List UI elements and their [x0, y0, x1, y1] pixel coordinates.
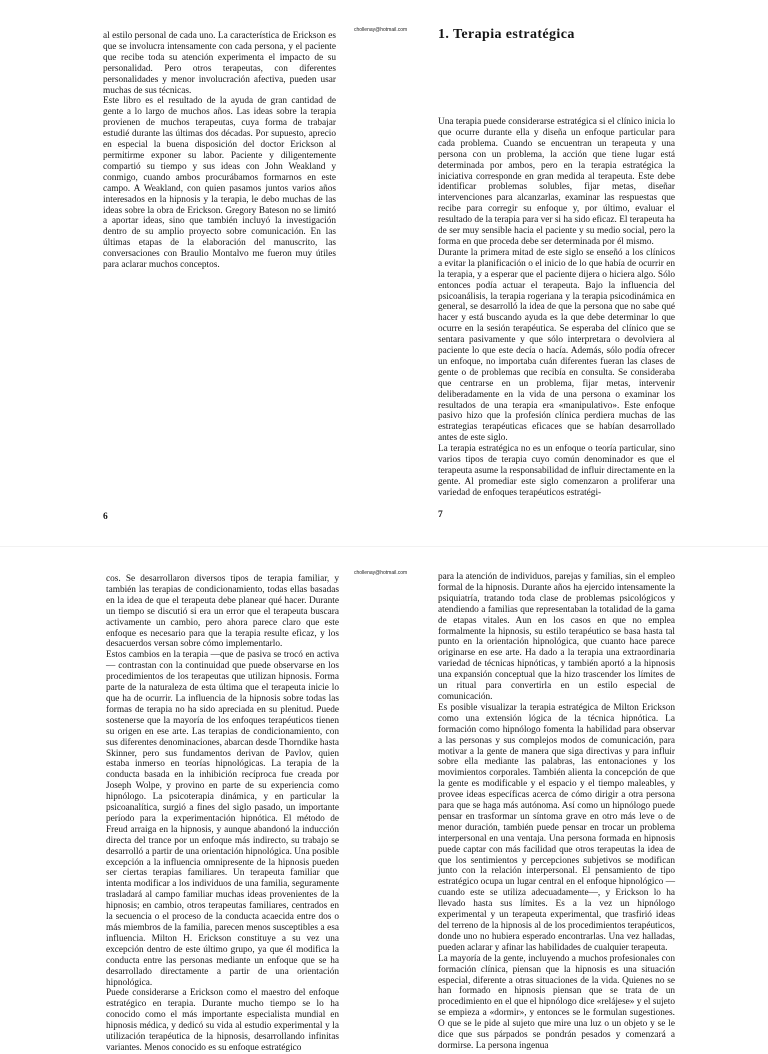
paragraph: La terapia estratégica no es un enfoque o teoría particular, sino varios tipos de terapia cuyo común denominador es que el terapeuta asume la responsabilidad de influir directamente en la gente. Al promediar este siglo comenzaron a proliferar una variedad de enfoques terapéuticos estratégi- — [438, 444, 675, 498]
page-8-text — [106, 574, 339, 1053]
paragraph: Es posible visualizar la terapia estratégica de Milton Erickson como una extensión lógica de la técnica hipnótica. La formación como hipnólogo fomenta la habilidad para observar a las personas y sus complejos modos de comunicación, para motivar a la gente de manera que siga directivas y para influir sobre ella mediante las palabras, las entonaciones y los movimientos corporales. También alienta la concepción de que la gente es modificable y el espacio y el tiempo maleables, y provee ideas específicas acerca de cómo dirigir a otra persona para que se haga más autónoma. Así como un hipnólogo puede pensar en trasformar un síntoma grave en otro más leve o de menor duración, también puede pensar en trocar un problema interpersonal en una ventaja. Una persona formada en hipnosis puede captar con más facilidad que otros terapeutas la idea de que los sentimientos y percepciones subjetivos se modifican junto con la relación interpersonal. El pensamiento de tipo estratégico ocupa un lugar central en el enfoque hipnológico —cuando este se utiliza adecuadamente—, y Erickson lo ha llevado hasta sus límites. Es a la vez un hipnólogo experimental y un terapeuta experimental, que trasfirió ideas del terreno de la hipnosis al de los procedimientos terapéuticos, donde uno no hubiera esperado encontrarlas. Una vez halladas, pueden aclarar y afinar las habilidades de cualquier terapeuta. — [438, 702, 675, 953]
paragraph: Una terapia puede considerarse estratégica si el clínico inicia lo que ocurre durante ella y diseña un enfoque particular para cada problema. Cuando se encuentran un terapeuta y una persona con un problema, la acción que tiene lugar está determinada por ambos, pero en la terapia estratégica la iniciativa corresponde en gran medida al terapeuta. Este debe identificar problemas solubles, fijar metas, diseñar intervenciones para alcanzarlas, examinar las respuestas que recibe para corregir su enfoque y, por último, evaluar el resultado de la terapia para ver si ha sido eficaz. El terapeuta ha de ser muy sensible hacia el paciente y su medio social, pero la forma en que proceda debe ser determinada por él mismo. — [438, 117, 675, 247]
paragraph: Estos cambios en la terapia —que de pasiva se trocó en activa— contrastan con la continuidad que puede observarse en los procedimientos de los terapeutas que utilizan hipnosis. Forma parte de la naturaleza de esta última que el terapeuta inicie lo que ha de ocurrir. La influencia de la hipnosis sobre todas las formas de terapia no ha sido apreciada en su plenitud. Puede sostenerse que la mayoría de los enfoques terapéuticos tienen su origen en ese arte. Las terapias de condicionamiento, con sus diferentes denominaciones, abarcan desde Thorndike hasta Skinner, pero sus fundamentos derivan de Pavlov, quien estaba inmerso en teorías hipnológicas. La terapia de la conducta basada en la inhibición recíproca fue creada por Joseph Wolpe, y provino en parte de su experiencia como hipnólogo. La psicoterapia dinámica, y en particular la psicoanalítica, surgió a fines del siglo pasado, un importante período para la experimentación hipnótica. El método de Freud arraiga en la hipnosis, y aunque abandonó la inducción directa del trance por un enfoque más indirecto, su trabajo se desarrolló a partir de una orientación hipnológica. Una posible excepción a la influencia omnipresente de la hipnosis pueden ser ciertas terapias familiares. Un terapeuta familiar que intenta modificar a los individuos de una familia, seguramente trasladará al campo familiar muchas ideas provenientes de la hipnosis; en cambio, otros terapeutas familiares, centrados en la secuencia o el proceso de la conducta acaecida entre dos o más miembros de la familia, parecen menos susceptibles a esa influencia. Milton H. Erickson constituye a su vez una excepción dentro de este último grupo, ya que él modifica la conducta entre las personas mediante un enfoque que se ha desarrollado directamente a partir de una orientación hipnológica. — [106, 650, 339, 988]
paragraph: Puede considerarse a Erickson como el maestro del enfoque estratégico en terapia. Durante mucho tiempo se lo ha conocido como el más importante especialista mundial en hipnosis médica, y dedicó su vida al estudio experimental y la utilización terapéutica de la hipnosis, desarrollando infinitas variantes. Menos conocido es su enfoque estratégico — [106, 988, 339, 1053]
page-number-6: 6 — [103, 512, 108, 522]
paragraph: al estilo personal de cada uno. La característica de Erickson es que se involucra intensamente con cada persona, y el paciente que recibe toda su atención experimenta el impacto de su personalidad. Pero otros terapeutas, con diferentes personalidades y menor involucración afectiva, pueden usar muchas de sus técnicas. — [103, 31, 336, 96]
paragraph: cos. Se desarrollaron diversos tipos de terapia familiar, y también las terapias de condicionamiento, todas ellas basadas en la idea de que el terapeuta debe planear qué hacer. Durante un tiempo se discutió si era un error que el terapeuta buscara activamente un cambio, pero ahora parece claro que este enfoque es necesario para que la terapia resulte eficaz, y los desacuerdos versan sobre cómo implementarlo. — [106, 574, 339, 650]
page-7-text — [438, 117, 675, 498]
paragraph: La mayoría de la gente, incluyendo a muchos profesionales con formación clínica, piensan que la hipnosis es una situación especial, diferente a otras situaciones de la vida. Quienes no se han formado en hipnosis piensan que se trata de un procedimiento en el que el hipnólogo dice «relájese» y el sujeto se empieza a «dormir», y entonces se le formulan sugestiones. O que se le pide al sujeto que mire una luz o un objeto y se le dice que sus párpados se pondrán pesados y comenzará a dormirse. La persona ingenua — [438, 953, 675, 1051]
paragraph: Este libro es el resultado de la ayuda de gran cantidad de gente a lo largo de muchos años. Las ideas sobre la terapia provienen de muchos terapeutas, cuya forma de trabajar estudié durante las últimas dos décadas. Por supuesto, aprecio en especial la buena disposición del doctor Erickson al permitirme exponer su labor. Paciente y diligentemente compartió su tiempo y sus ideas con John Weakland y conmigo, cuando ambos procurábamos formarnos en este campo. A Weakland, con quien pasamos juntos varios años interesados en la hipnosis y la terapia, le debo muchas de las ideas sobre la obra de Erickson. Gregory Bateson no se limitó a aportar ideas, sino que también incluyó la investigación dentro de su amplio proyecto sobre comunicación. En las últimas etapas de la elaboración del manuscrito, las conversaciones con Braulio Montalvo me fueron muy útiles para aclarar muchos conceptos. — [103, 96, 336, 271]
watermark: chollenay@hotmail.com — [354, 27, 408, 33]
page-number-7: 7 — [438, 510, 443, 520]
watermark: chollenay@hotmail.com — [354, 570, 408, 576]
paragraph: Durante la primera mitad de este siglo se enseñó a los clínicos a evitar la planificación o el inicio de lo que había de ocurrir en la terapia, y a esperar que el paciente dijera o hiciera algo. Sólo entonces podía actuar el terapeuta. Bajo la influencia del psicoanálisis, la terapia rogeriana y la terapia psicodinámica en general, se desarrolló la idea de que la persona que no sabe qué hacer y está buscando ayuda es la que debe determinar lo que ocurre en la sesión terapéutica. Se esperaba del clínico que se sentara pasivamente y que sólo interpretara o devolviera al paciente lo que este decía o hacía. Además, sólo podía ofrecer un enfoque, no importaba cuán diferentes fueran las clases de gente o de problemas que recibía en consulta. Se consideraba que centrarse en un problema, fijar metas, intervenir deliberadamente en la vida de una persona o examinar los resultados de una terapia era «manipulativo». Este enfoque pasivo hizo que la profesión clínica perdiera muchas de las estrategias terapéuticas eficaces que se habían desarrollado antes de este siglo. — [438, 247, 675, 444]
chapter-title: 1. Terapia estratégica — [438, 27, 575, 42]
page-divider — [0, 546, 768, 547]
paragraph: para la atención de individuos, parejas y familias, sin el empleo formal de la hipnosis. Durante años ha ejercido intensamente la psiquiatría, tratando toda clase de problemas psicológicos y atendiendo a familias que representaban la totalidad de la gama de etapas vitales. Aun en los casos en que no emplea formalmente la hipnosis, su estilo terapéutico se basa hasta tal punto en la orientación hipnológica, que cuanto hace parece originarse en ese arte. Ha dado a la terapia una extraordinaria variedad de técnicas hipnóticas, y también aportó a la hipnosis una expansión conceptual que la hizo trascender los límites de un ritual para convertirla en un estilo especial de comunicación. — [438, 572, 675, 702]
page-9-text — [438, 572, 675, 1051]
page-6-text — [103, 31, 336, 271]
